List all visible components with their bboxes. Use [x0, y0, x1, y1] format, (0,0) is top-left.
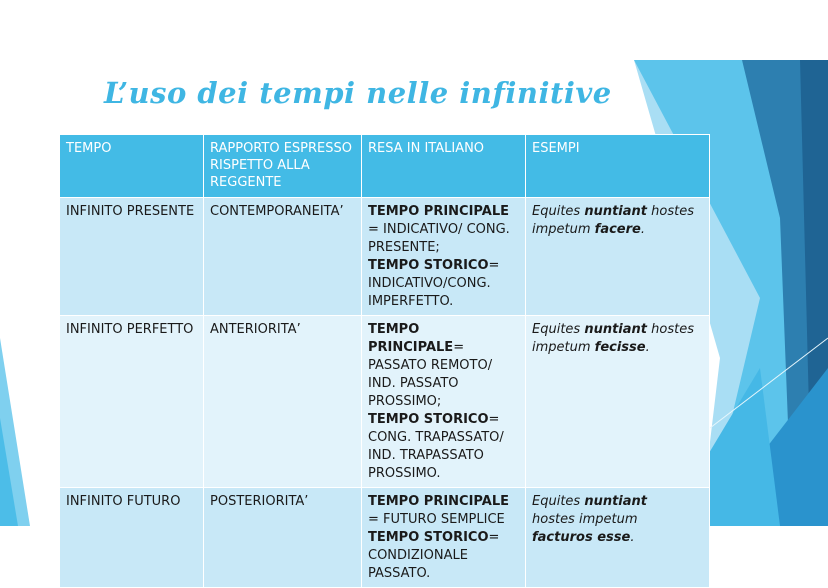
resa-principale-text: = PASSATO REMOTO/ IND. PASSATO PROSSIMO; [368, 340, 493, 409]
header-esempi: ESEMPI [526, 135, 710, 198]
cell-rapporto: ANTERIORITA’ [204, 316, 362, 488]
table-row [60, 198, 710, 316]
resa-storico-text: = CONG. TRAPASSATO/ IND. TRAPASSATO PROSSIMO. [368, 412, 504, 481]
resa-storico-label: TEMPO STORICO [368, 258, 489, 273]
resa-storico-label: TEMPO STORICO [368, 530, 489, 545]
cell-resa [362, 488, 526, 588]
esempio-verb: nuntiant [584, 494, 648, 509]
cell-tempo: INFINITO PERFETTO [60, 316, 204, 488]
cell-esempio [526, 198, 710, 316]
cell-tempo: INFINITO FUTURO [60, 488, 204, 588]
esempio-part: hostes impetum [532, 204, 694, 237]
esempio-part: Equites [532, 204, 585, 219]
cell-esempio [526, 488, 710, 588]
table-header-row [60, 135, 710, 198]
esempio-part: hostes impetum [532, 512, 638, 527]
esempio-verb: nuntiant [584, 204, 648, 219]
cell-tempo: INFINITO PRESENTE [60, 198, 204, 316]
header-resa: RESA IN ITALIANO [362, 135, 526, 198]
resa-principale-text: = FUTURO SEMPLICE [368, 512, 505, 527]
slide [0, 38, 828, 581]
resa-principale-label: TEMPO PRINCIPALE [368, 322, 454, 355]
cell-resa [362, 316, 526, 488]
esempio-part: . [640, 222, 645, 237]
esempio-part: . [630, 530, 635, 545]
esempio-infinitive: facere [594, 222, 641, 237]
resa-principale-text: = INDICATIVO/ CONG. PRESENTE; [368, 222, 510, 255]
esempio-part: hostes impetum [532, 322, 694, 355]
infinitive-tenses-table [59, 134, 710, 588]
esempio-part: Equites [532, 494, 585, 509]
header-rapporto: RAPPORTO ESPRESSO RISPETTO ALLA REGGENTE [204, 135, 362, 198]
esempio-part: Equites [532, 322, 585, 337]
esempio-part: . [645, 340, 650, 355]
cell-rapporto: POSTERIORITA’ [204, 488, 362, 588]
header-tempo: TEMPO [60, 135, 204, 198]
table-row [60, 316, 710, 488]
resa-storico-label: TEMPO STORICO [368, 412, 489, 427]
table-row [60, 488, 710, 588]
cell-esempio [526, 316, 710, 488]
cell-resa [362, 198, 526, 316]
esempio-infinitive: fecisse [594, 340, 646, 355]
resa-storico-text: = INDICATIVO/CONG. IMPERFETTO. [368, 258, 500, 309]
cell-rapporto: CONTEMPORANEITA’ [204, 198, 362, 316]
esempio-infinitive: facturos esse [532, 530, 631, 545]
resa-storico-text: = CONDIZIONALE PASSATO. [368, 530, 500, 581]
resa-principale-label: TEMPO PRINCIPALE [368, 204, 509, 219]
slide-title: L’uso dei tempi nelle infinitive [104, 76, 612, 110]
resa-principale-label: TEMPO PRINCIPALE [368, 494, 509, 509]
esempio-verb: nuntiant [584, 322, 648, 337]
